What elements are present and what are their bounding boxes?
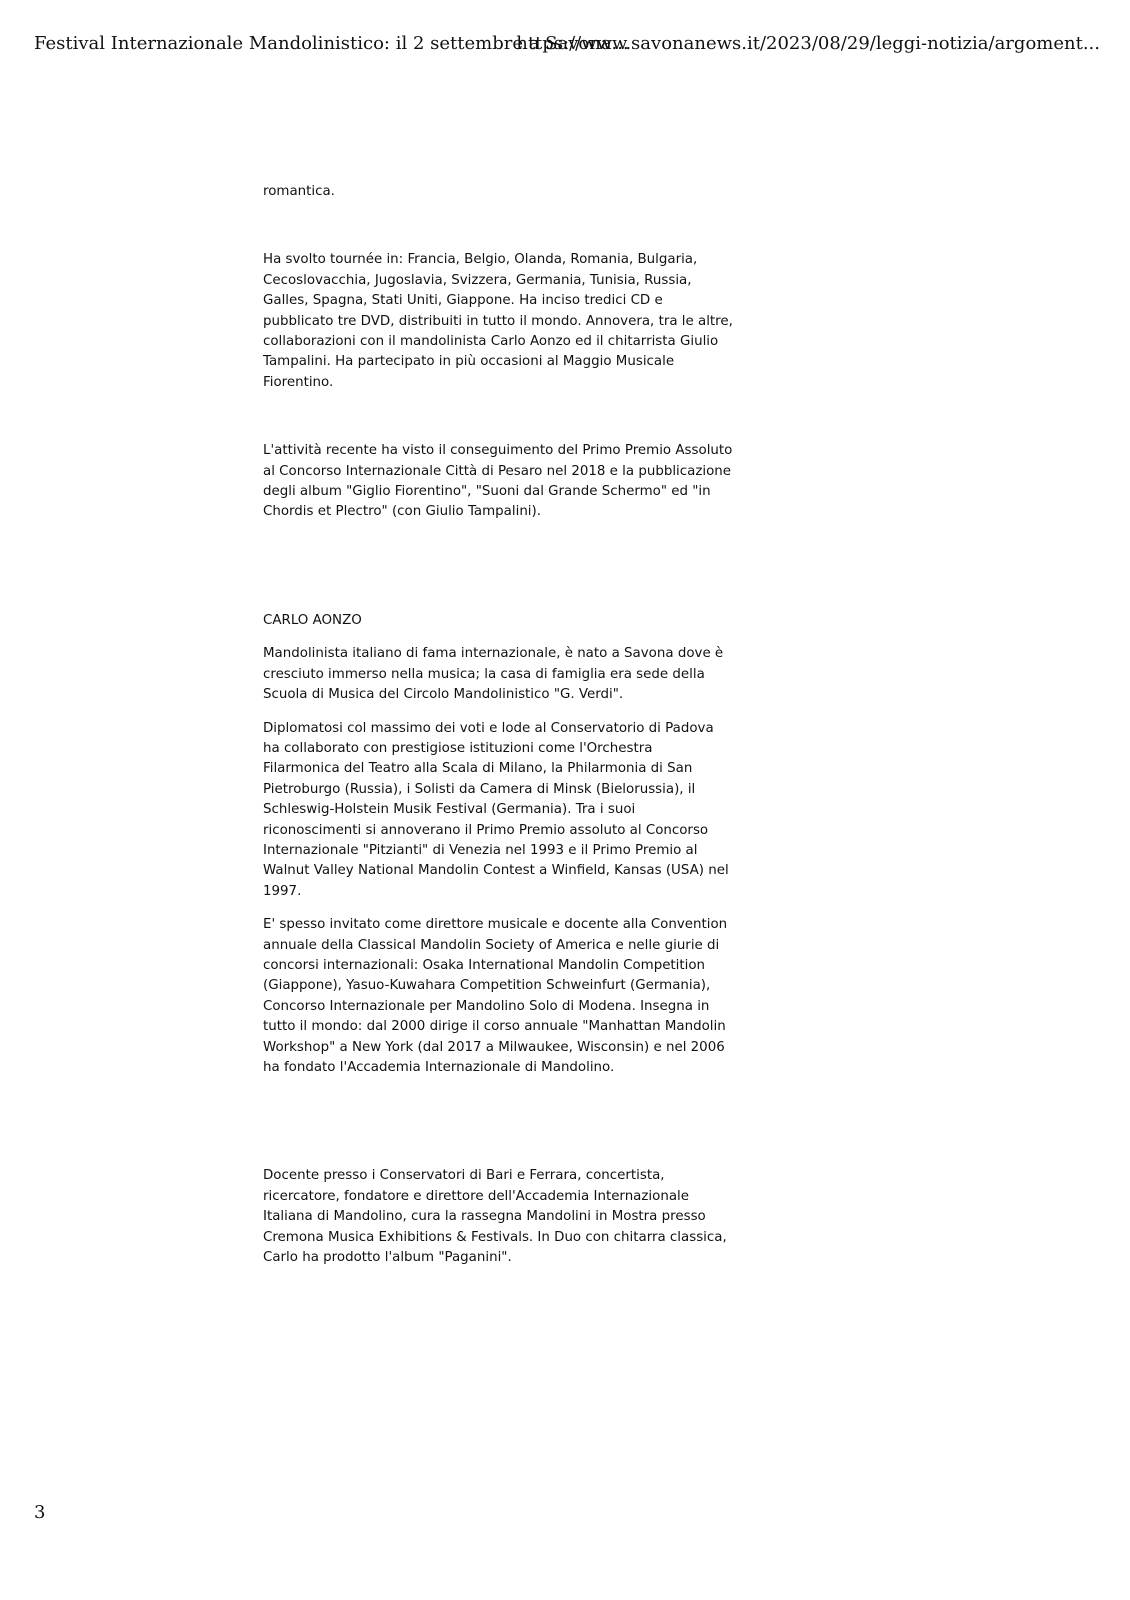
print-header: [34, 31, 1100, 57]
paragraph-romantica: romantica.: [263, 184, 335, 199]
paragraph-recent-activity: L'attività recente ha visto il conseguimento del Primo Premio Assoluto al Concorso Internazionale Città di Pesaro nel 2018 e la pubblicazione degli album "Giglio Fiorentino", "Suoni dal Grande Schermo" ed "in Chordis et Plectro" (con Giulio Tampalini).: [263, 443, 733, 520]
paragraph-tournee: Ha svolto tournée in: Francia, Belgio, Olanda, Romania, Bulgaria, Cecoslovacchia, Jugoslavia, Svizzera, Germania, Tunisia, Russia, Galles, Spagna, Stati Uniti, Giappone. Ha inciso tredici CD e pubblicato tre DVD, distribuiti in tutto il mondo. Annovera, tra le altre, collaborazioni con il mandolinista Carlo Aonzo ed il chitarrista Giulio Tampalini. Ha partecipato in più occasioni al Maggio Musicale Fiorentino.: [263, 252, 733, 390]
paragraph-bio-diploma: Diplomatosi col massimo dei voti e lode al Conservatorio di Padova ha collaborato con prestigiose istituzioni come l'Orchestra Filarmonica del Teatro alla Scala di Milano, la Philarmonia di San Pietroburgo (Russia), i Solisti da Camera di Minsk (Bielorussia), il Schleswig-Holstein Musik Festival (Germania). Tra i suoi riconoscimenti si annoverano il Primo Premio assoluto al Concorso Internazionale "Pitzianti" di Venezia nel 1993 e il Primo Premio al Walnut Valley National Mandolin Contest a Winfield, Kansas (USA) nel 1997.: [263, 720, 729, 899]
page-url: https://www.savonanews.it/2023/08/29/leggi-notizia/argoment...: [516, 33, 1100, 54]
paragraph-bio-intro: Mandolinista italiano di fama internazionale, è nato a Savona dove è cresciuto immerso nella musica; la casa di famiglia era sede della Scuola di Musica del Circolo Mandolinistico "G. Verdi".: [263, 646, 724, 703]
section-heading-carlo-aonzo: CARLO AONZO: [263, 612, 362, 628]
paragraph-bio-teaching: E' spesso invitato come direttore musicale e docente alla Convention annuale della Classical Mandolin Society of America e nelle giurie di concorsi internazionali: Osaka International Mandolin Competition (Giappone), Yasuo-Kuwahara Competition Schweinfurt (Germania), Concorso Internazionale per Mandolino Solo di Modena. Insegna in tutto il mondo: dal 2000 dirige il corso annuale "Manhattan Mandolin Workshop" a New York (dal 2017 a Milwaukee, Wisconsin) e nel 2006 ha fondato l'Accademia Internazionale di Mandolino.: [263, 917, 728, 1075]
page-number: 3: [34, 1502, 46, 1523]
paragraph-bio-docente: Docente presso i Conservatori di Bari e Ferrara, concertista, ricercatore, fondatore e direttore dell'Accademia Internazionale Italiana di Mandolino, cura la rassegna Mandolini in Mostra presso Cremona Musica Exhibitions & Festivals. In Duo con chitarra classica, Carlo ha prodotto l'album "Paganini".: [263, 1168, 727, 1266]
page-title: Festival Internazionale Mandolinistico: il 2 settembre a Savona...: [34, 33, 629, 54]
article-body: [263, 182, 733, 1268]
